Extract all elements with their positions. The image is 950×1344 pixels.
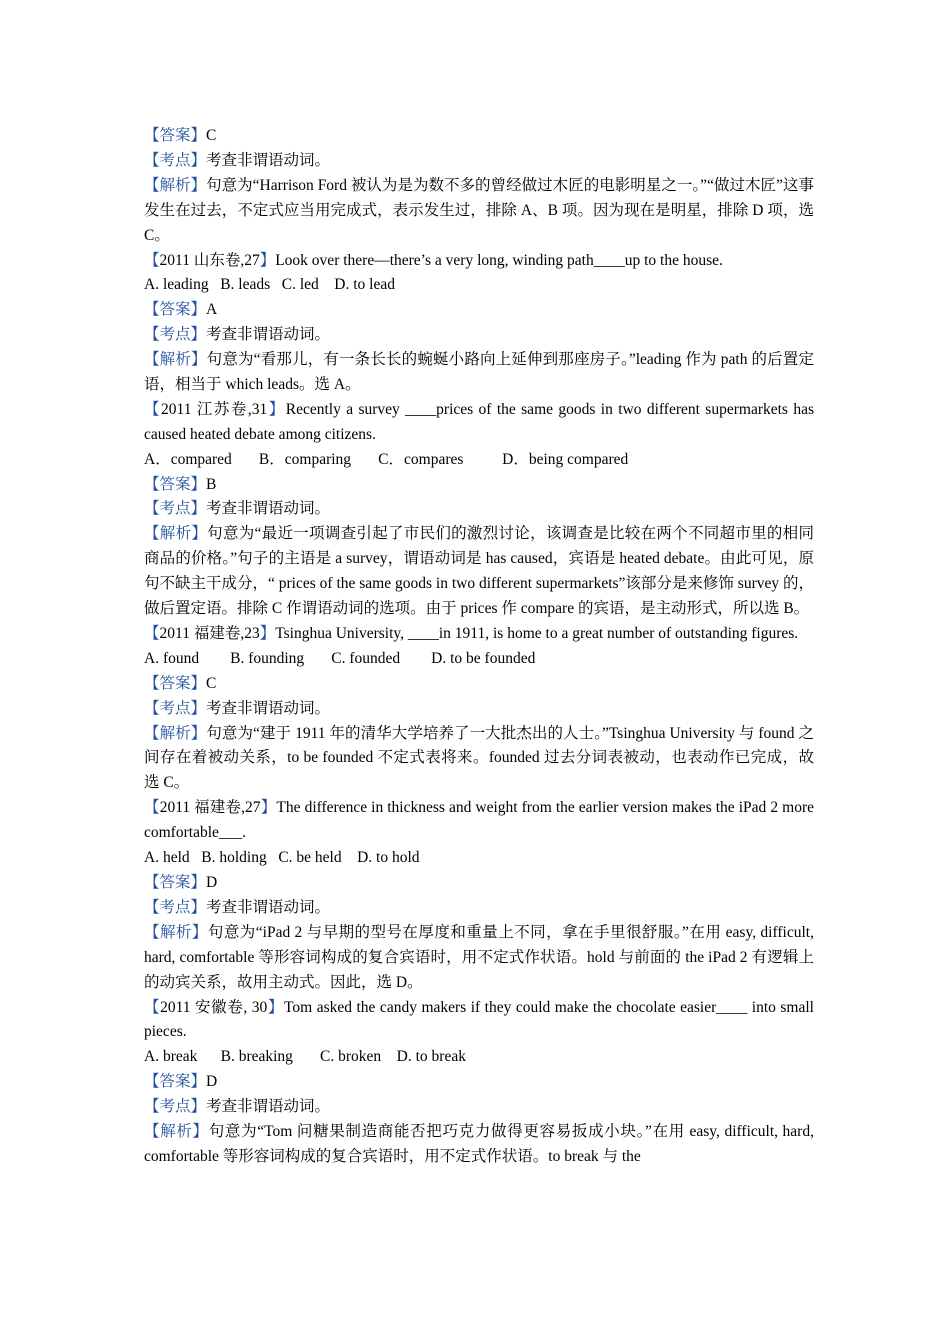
question-stem: 【2011 福建卷,23】Tsinghua University, ____in 1911, is home to a great number of outstanding figures. xyxy=(144,625,799,642)
question-stem: 【2011 山东卷,27】Look over there—there’s a very long, winding path____up to the house. xyxy=(144,251,723,269)
question-stem: 【2011 安徽卷, 30】Tom asked the candy makers if they could make the chocolate easier____ into small pieces. xyxy=(144,998,814,1041)
options-line: A. found B. founding C. founded D. to be founded xyxy=(144,649,536,667)
answer-line: 【答案】D xyxy=(144,1073,218,1091)
question-stem: 【2011 福建卷,27】The difference in thickness and weight from the earlier version makes the iPad 2 more comfortable___. xyxy=(144,799,814,842)
answer-line: 【答案】A xyxy=(144,301,218,319)
kaodian-line: 【考点】考查非谓语动词。 xyxy=(144,151,331,169)
jiexi-paragraph: 【解析】句意为“Harrison Ford 被认为是为数不多的曾经做过木匠的电影明星之一。”“做过木匠”这事发生在过去，不定式应当用完成式，表示发生过，排除 A、B 项。因为现在是明星，排除 D 项，选 C。 xyxy=(144,176,814,244)
options-line: A. leading B. leads C. led D. to lead xyxy=(144,276,395,294)
kaodian-line: 【考点】考查非谓语动词。 xyxy=(144,699,331,717)
kaodian-line: 【考点】考查非谓语动词。 xyxy=(144,1098,331,1116)
jiexi-paragraph: 【解析】句意为“看那儿，有一条长长的蜿蜒小路向上延伸到那座房子。”leading 作为 path 的后置定语，相当于 which leads。选 A。 xyxy=(144,351,814,393)
answer-line: 【答案】B xyxy=(144,475,217,493)
jiexi-paragraph: 【解析】句意为“iPad 2 与早期的型号在厚度和重量上不同，拿在手里很舒服。”在用 easy, difficult, hard, comfortable 等形容词构成的复合宾语时，用不定式作状语。hold 与前面的 the iPad 2 有逻辑上的动宾关系，故用主动式。因此，选 D。 xyxy=(144,923,814,991)
options-line: A. held B. holding C. be held D. to hold xyxy=(144,849,420,867)
answer-line: 【答案】D xyxy=(144,874,218,891)
question-stem: 【2011 江苏卷,31】Recently a survey ____prices of the same goods in two different supermarkets has caused heated debate among citizens. xyxy=(144,400,814,443)
kaodian-line: 【考点】考查非谓语动词。 xyxy=(144,500,331,518)
options-line: A. break B. breaking C. broken D. to break xyxy=(144,1048,466,1066)
document-page xyxy=(144,124,814,1170)
kaodian-line: 【考点】考查非谓语动词。 xyxy=(144,898,331,916)
jiexi-paragraph: 【解析】句意为“建于 1911 年的清华大学培养了一大批杰出的人士。”Tsinghua University 与 found 之间存在着被动关系，to be founded 不定式表将来。founded 过去分词表被动，也表动作已完成，故选 C。 xyxy=(144,724,814,792)
answer-line: 【答案】C xyxy=(144,127,217,144)
answer-line: 【答案】C xyxy=(144,674,217,692)
jiexi-paragraph: 【解析】句意为“Tom 问糖果制造商能否把巧克力做得更容易扳成小块。”在用 easy, difficult, hard, comfortable 等形容词构成的复合宾语时，用不定式作状语。to break 与 the xyxy=(144,1122,814,1165)
jiexi-paragraph: 【解析】句意为“最近一项调查引起了市民们的激烈讨论，该调查是比较在两个不同超市里的相同商品的价格。”句子的主语是 a survey，谓语动词是 has caused，宾语是 heated debate。由此可见，原句不缺主干成分，“ prices of the same goods in two different supermarkets”该部分是来修饰 survey 的，做后置定语。排除 C 作谓语动词的选项。由于 prices 作 compare 的宾语，是主动形式，所以选 B。 xyxy=(144,525,814,618)
kaodian-line: 【考点】考查非谓语动词。 xyxy=(144,326,331,344)
options-line: A．compared B．comparing C．compares D．being compared xyxy=(144,450,629,468)
